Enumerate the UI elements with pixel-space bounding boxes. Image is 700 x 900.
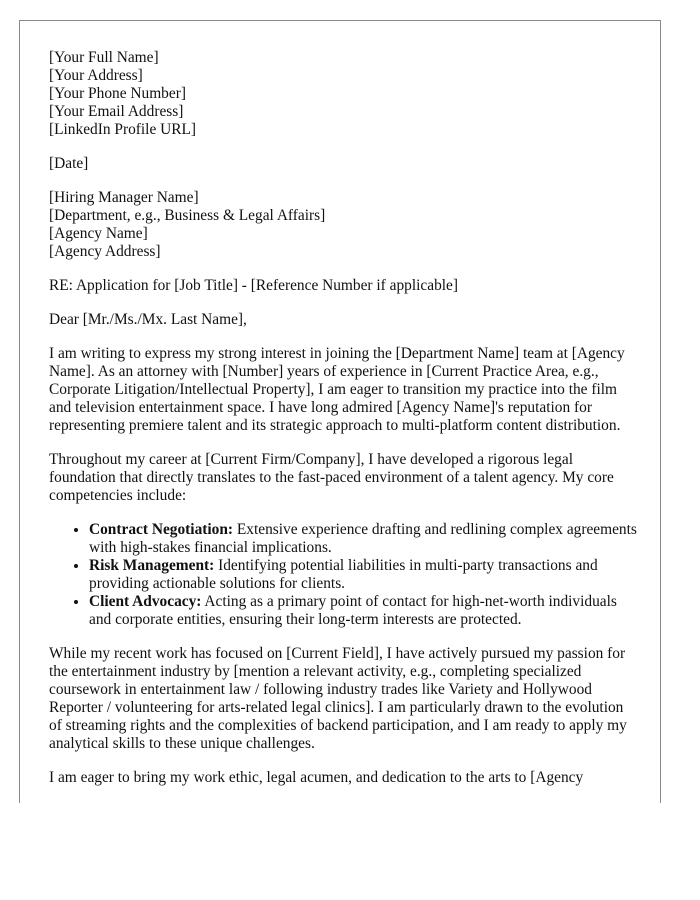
subject-line: RE: Application for [Job Title] - [Reference Number if applicable] <box>49 277 459 294</box>
recipient-department: [Department, e.g., Business & Legal Affairs] <box>49 207 326 224</box>
sender-block <box>49 49 639 139</box>
list-item <box>89 557 639 593</box>
paragraph-experience: Throughout my career at [Current Firm/Company], I have developed a rigorous legal foundation that directly translates to the fast-paced environment of a talent agency. My core competencies include: <box>49 451 614 504</box>
recipient-block <box>49 189 639 261</box>
competency-title: Client Advocacy: <box>89 593 202 610</box>
paragraph-closing: I am eager to bring my work ethic, legal acumen, and dedication to the arts to [Agency <box>49 769 584 786</box>
recipient-manager: [Hiring Manager Name] <box>49 189 199 206</box>
recipient-address: [Agency Address] <box>49 243 161 260</box>
sender-address: [Your Address] <box>49 67 143 84</box>
competency-title: Risk Management: <box>89 557 215 574</box>
sender-linkedin: [LinkedIn Profile URL] <box>49 121 197 138</box>
list-item <box>89 593 639 629</box>
paragraph-passion: While my recent work has focused on [Current Field], I have actively pursued my passion for the entertainment industry by [mention a relevant activity, e.g., completing specialized coursework in entertainment law / following industry trades like Variety and Hollywood Reporter / volunteering for arts-related legal clinics]. I am particularly drawn to the evolution of streaming rights and the complexities of backend participation, and I am ready to apply my analytical skills to these unique challenges. <box>49 645 627 752</box>
competency-title: Contract Negotiation: <box>89 521 234 538</box>
sender-phone: [Your Phone Number] <box>49 85 186 102</box>
competency-text: Acting as a primary point of contact for high-net-worth individuals and corporate entities, ensuring their long-term interests are protected. <box>89 593 617 628</box>
document-page <box>19 20 661 803</box>
paragraph-intro: I am writing to express my strong interest in joining the [Department Name] team at [Agency Name]. As an attorney with [Number] years of experience in [Current Practice Area, e.g., Corporate Litigation/Intellectual Property], I am eager to transition my practice into the film and television entertainment space. I have long admired [Agency Name]'s reputation for representing premiere talent and its strategic approach to multi-platform content distribution. <box>49 345 625 434</box>
letter-date: [Date] <box>49 155 89 172</box>
competency-text: Identifying potential liabilities in multi-party transactions and providing actionable solutions for clients. <box>89 557 598 592</box>
sender-name: [Your Full Name] <box>49 49 159 66</box>
competencies-list <box>49 521 639 629</box>
cover-letter <box>49 49 639 803</box>
list-item <box>89 521 639 557</box>
sender-email: [Your Email Address] <box>49 103 184 120</box>
salutation: Dear [Mr./Ms./Mx. Last Name], <box>49 311 247 328</box>
recipient-agency: [Agency Name] <box>49 225 148 242</box>
competency-text: Extensive experience drafting and redlining complex agreements with high-stakes financial implications. <box>89 521 637 556</box>
date-block <box>49 155 639 173</box>
